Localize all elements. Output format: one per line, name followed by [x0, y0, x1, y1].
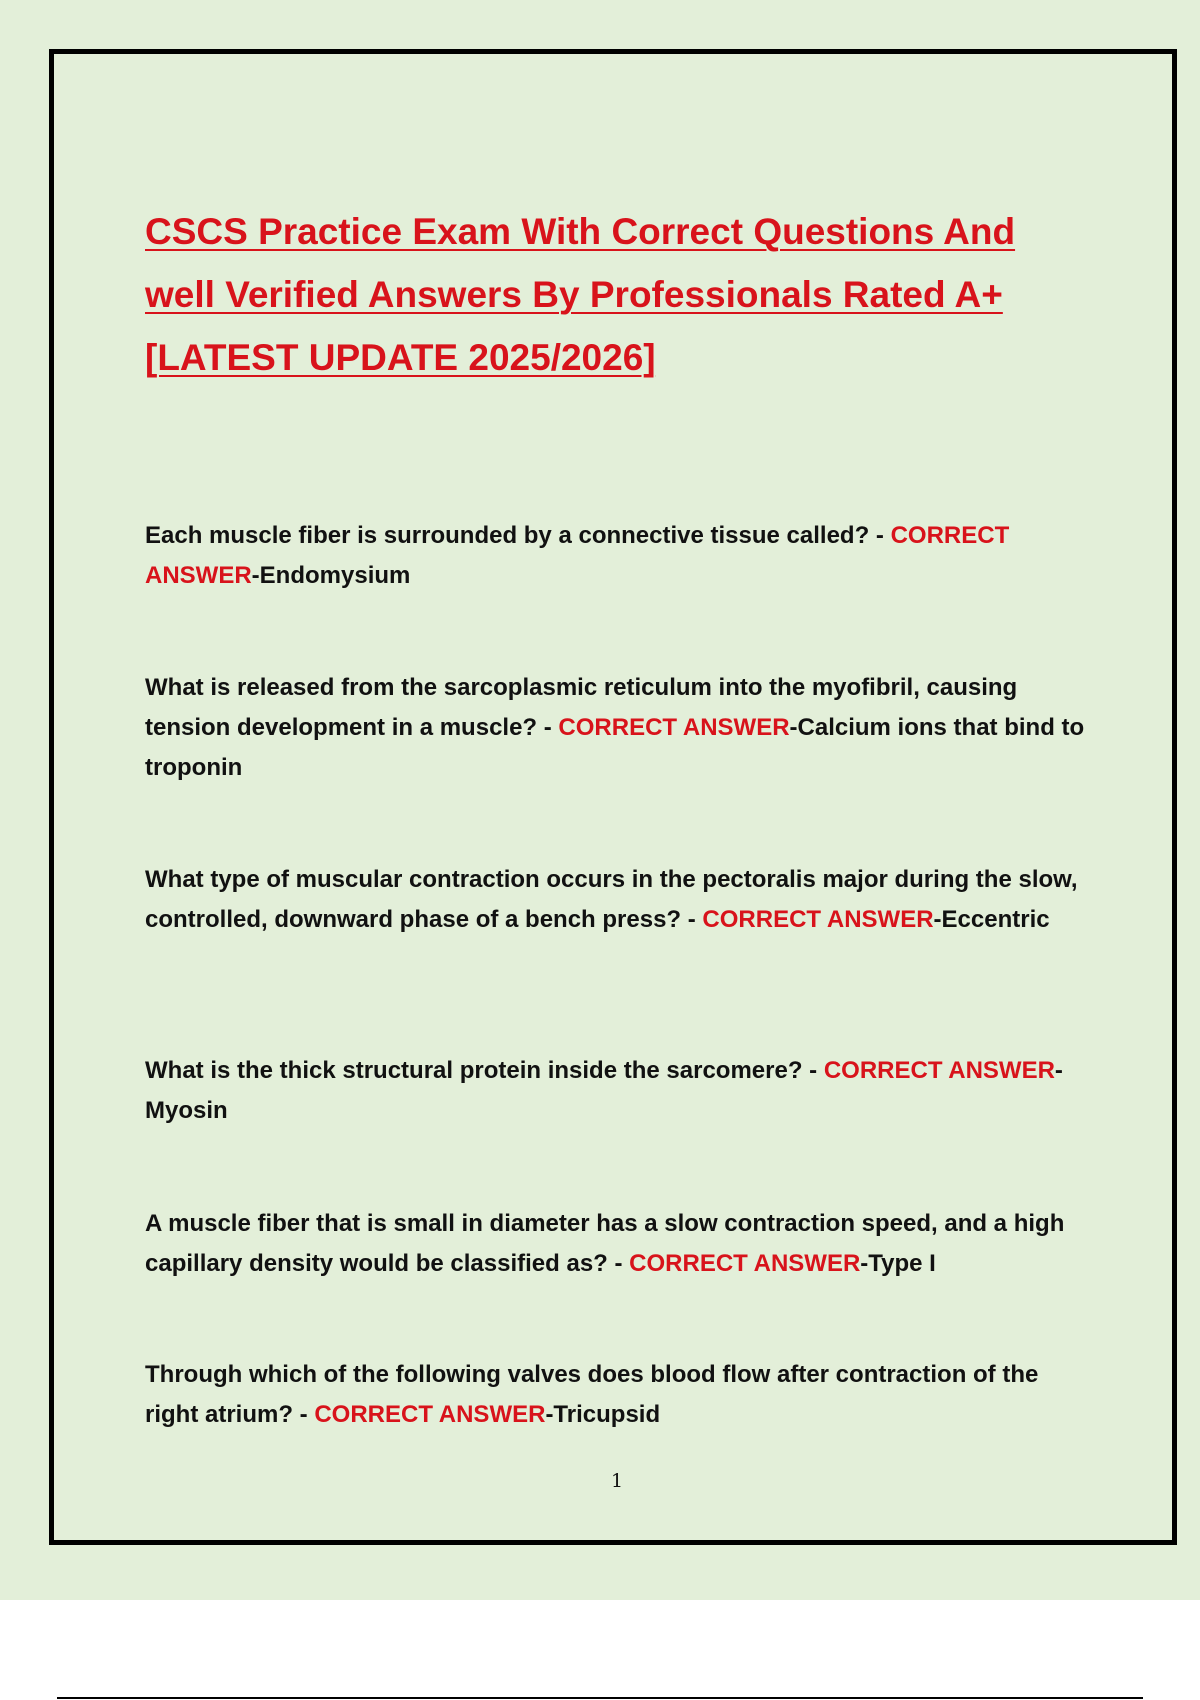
correct-answer-marker: CORRECT ANSWER: [145, 522, 1010, 589]
answer-text: -Myosin: [145, 1057, 1063, 1124]
correct-answer-marker: CORRECT ANSWER: [314, 1401, 546, 1428]
page-number: 1: [610, 1470, 624, 1492]
answer-text: -Eccentric: [933, 906, 1050, 933]
question-item: [145, 1204, 1095, 1284]
correct-answer-marker: CORRECT ANSWER: [558, 714, 790, 741]
question-item: [145, 1355, 1095, 1435]
question-text: Through which of the following valves does blood flow after contraction of the right atrium? -: [145, 1361, 1039, 1428]
question-text: What is the thick structural protein inside the sarcomere? -: [145, 1057, 824, 1084]
correct-answer-marker: CORRECT ANSWER: [823, 1057, 1055, 1084]
question-item: [145, 668, 1095, 788]
question-item: [145, 516, 1095, 596]
answer-text: -Tricupsid: [545, 1401, 661, 1428]
footer-divider: [57, 1697, 1143, 1699]
answer-text: -Endomysium: [251, 562, 411, 589]
document-title: CSCS Practice Exam With Correct Questions And well Verified Answers By Professionals Rated A+ [LATEST UPDATE 2025/2026]: [145, 211, 1016, 378]
question-text: A muscle fiber that is small in diameter has a slow contraction speed, and a high capillary density would be classified as? -: [145, 1210, 1065, 1277]
correct-answer-marker: CORRECT ANSWER: [629, 1250, 861, 1277]
question-item: [145, 860, 1095, 940]
question-text: What is released from the sarcoplasmic reticulum into the myofibril, causing tension development in a muscle? -: [145, 674, 1018, 741]
correct-answer-marker: CORRECT ANSWER: [702, 906, 934, 933]
answer-text: -Calcium ions that bind to troponin: [145, 714, 1085, 781]
question-item: [145, 1051, 1095, 1131]
question-text: What type of muscular contraction occurs in the pectoralis major during the slow, controlled, downward phase of a bench press? -: [145, 866, 1078, 933]
answer-text: -Type I: [860, 1250, 936, 1277]
question-text: Each muscle fiber is surrounded by a connective tissue called? -: [145, 522, 891, 549]
